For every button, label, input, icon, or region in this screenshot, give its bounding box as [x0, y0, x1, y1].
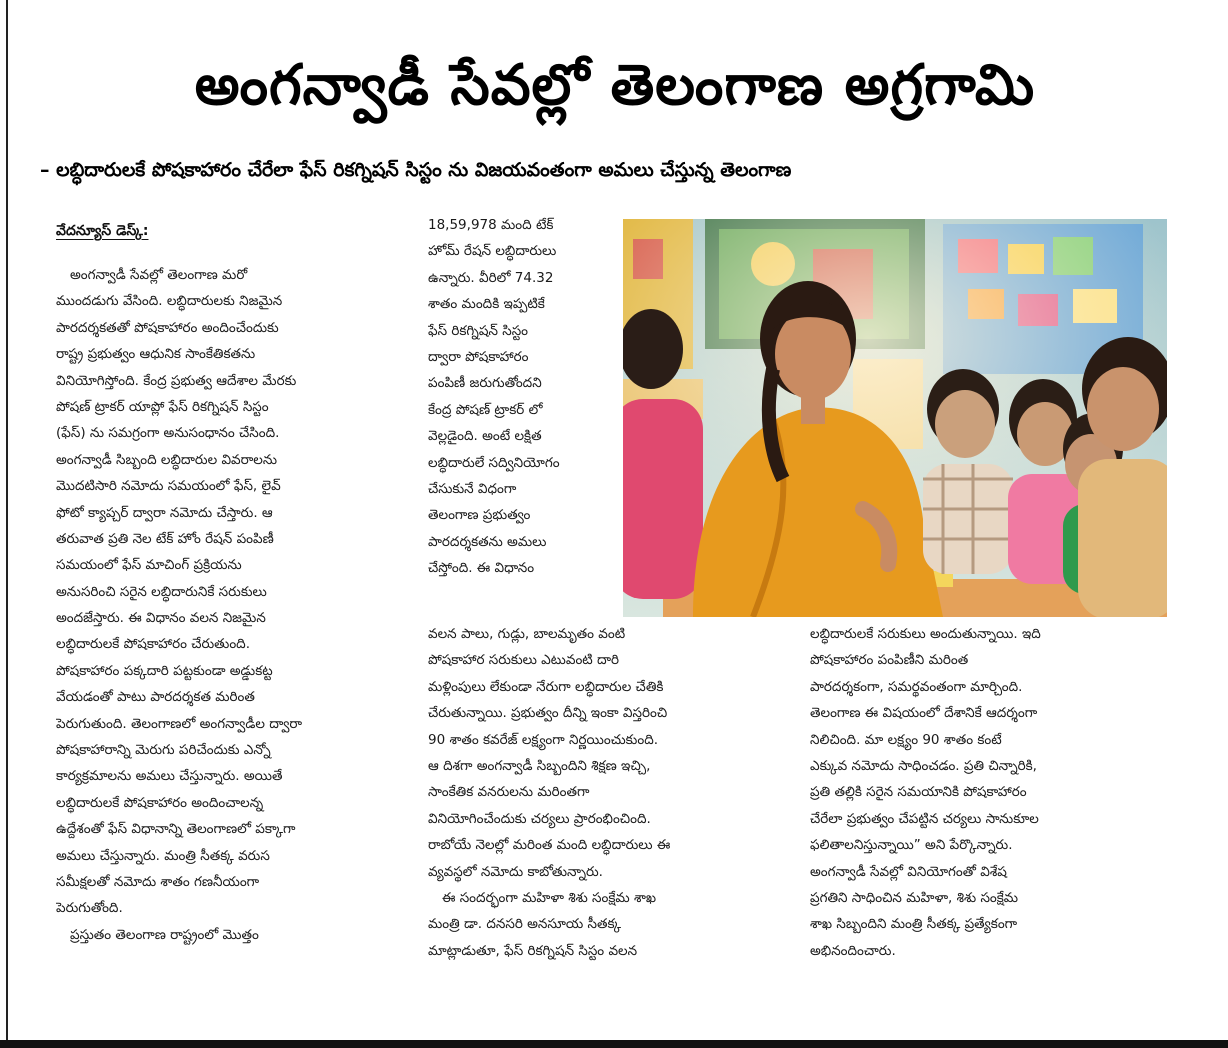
body-line: అనుసరించి సరైన లబ్ధిదారునికే సరుకులు	[56, 583, 267, 600]
body-line: ప్రతి తల్లికి సరైన సమయానికి పోషకాహారం	[810, 784, 1027, 801]
page-left-border	[6, 0, 8, 1048]
body-line: మొదటిసారి నమోదు సమయంలో ఫేస్, లైవ్	[56, 478, 281, 495]
body-line: ముందడుగు వేసింది. లబ్ధిదారులకు నిజమైన	[56, 293, 283, 310]
body-line: చేరుతున్నాయి. ప్రభుత్వం దీన్ని ఇంకా విస్తరించి	[428, 705, 668, 722]
body-line: అంగన్వాడీ సేవల్లో వినియోగంతో విశేష	[810, 863, 1007, 880]
body-line: మంత్రి డా. దనసరి అనసూయ సీతక్క	[428, 916, 622, 933]
body-line: వేయడంతో పాటు పారదర్శకత మరింత	[56, 689, 255, 706]
body-line: రాష్ట్ర ప్రభుత్వం ఆధునిక సాంకేతికతను	[56, 346, 256, 363]
article-column-2	[428, 212, 618, 581]
body-line: ఉన్నారు. వీరిలో 74.32	[428, 269, 554, 286]
body-line: వెల్లడైంది. అంటే లక్షిత	[428, 428, 542, 445]
body-line: పారదర్శకంగా, సమర్థవంతంగా మార్చింది.	[810, 678, 1023, 695]
body-line: తెలంగాణ ఈ విషయంలో దేశానికే ఆదర్శంగా	[810, 705, 1038, 722]
article-column-3	[810, 621, 1180, 964]
body-line: అంగన్వాడీ సేవల్లో తెలంగాణ మరో	[70, 267, 248, 283]
body-line: తరువాత ప్రతి నెల టేక్ హోం రేషన్ పంపిణీ	[56, 530, 274, 547]
body-line: ప్రగతిని సాధించిన మహిళా, శిశు సంక్షేమ	[810, 889, 1019, 906]
body-line: ఎక్కువ నమోదు సాధించడం. ప్రతి చిన్నారికి,	[810, 757, 1037, 774]
body-line: సమయంలో ఫేస్ మాచింగ్ ప్రక్రియను	[56, 557, 242, 574]
body-line: శాఖ సిబ్బందిని మంత్రి సీతక్క ప్రత్యేకంగా	[810, 916, 1018, 933]
byline: వేదన్యూస్ డెస్క్:	[56, 223, 149, 239]
headline: అంగన్వాడీ సేవల్లో తెలంగాణ అగ్రగామి	[194, 53, 1036, 118]
body-line: పంపిణీ జరుగుతోందని	[428, 375, 542, 392]
body-line: పోషకాహారం పక్కదారి పట్టకుండా అడ్డుకట్ట	[56, 662, 273, 679]
body-line: అభినందించారు.	[810, 942, 896, 959]
body-line: లబ్ధిదారులకే పోషకాహారం చేరుతుంది.	[56, 636, 250, 653]
body-line: లబ్ధిదారులే సద్వినియోగం	[428, 454, 560, 471]
body-line: మాట్లాడుతూ, ఫేస్ రికగ్నిషన్ సిస్టం వలన	[428, 942, 638, 959]
body-line: అమలు చేస్తున్నారు. మంత్రి సీతక్క వరుస	[56, 847, 270, 864]
body-line: ఫోటో క్యాప్చర్ ద్వారా నమోదు చేస్తారు. ఆ	[56, 504, 273, 521]
article-photo	[623, 219, 1167, 617]
body-line: పారదర్శకతతో పోషకాహారం అందించేందుకు	[56, 319, 279, 336]
body-line: ద్వారా పోషకాహారం	[428, 348, 529, 365]
body-line: లబ్ధిదారులకే పోషకాహారం అందించాలన్న	[56, 794, 264, 811]
body-line: కార్యక్రమాలను అమలు చేస్తున్నారు. అయితే	[56, 768, 283, 785]
body-line: ఈ సందర్భంగా మహిళా శిశు సంక్షేమ శాఖ	[442, 889, 657, 906]
body-line: అంగన్వాడీ సిబ్బంది లబ్ధిదారుల వివరాలను	[56, 451, 278, 468]
body-line: పారదర్శకతను అమలు	[428, 533, 547, 550]
body-line: వినియోగిస్తోంది. కేంద్ర ప్రభుత్వ ఆదేశాల మేరకు	[56, 372, 297, 389]
body-line: మళ్లింపులు లేకుండా నేరుగా లబ్ధిదారుల చేతికి	[428, 678, 664, 695]
body-line: వలన పాలు, గుడ్లు, బాలమృతం వంటి	[428, 626, 626, 642]
body-line: ఫేస్ రికగ్నిషన్ సిస్టం	[428, 322, 529, 339]
body-line: లబ్ధిదారులకే సరుకులు అందుతున్నాయి. ఇది	[810, 626, 1041, 642]
body-line: ఫలితాలనిస్తున్నాయి” అని పేర్కొన్నారు.	[810, 837, 1013, 854]
body-line: ప్రస్తుతం తెలంగాణ రాష్ట్రంలో మొత్తం	[70, 926, 259, 943]
body-line: హోమ్ రేషన్ లబ్ధిదారులు	[428, 243, 557, 260]
body-line: వ్యవస్థలో నమోదు కాబోతున్నారు.	[428, 863, 603, 880]
body-line: సమీక్షలతో నమోదు శాతం గణనీయంగా	[56, 873, 260, 890]
body-line: రాబోయే నెలల్లో మరింత మంది లబ్ధిదారులు ఈ	[428, 837, 671, 854]
body-line: ఉద్దేశంతో ఫేస్ విధానాన్ని తెలంగాణలో పక్కాగా	[56, 821, 296, 838]
body-line: అందజేస్తారు. ఈ విధానం వలన నిజమైన	[56, 610, 266, 627]
body-line: పెరుగుతోంది.	[56, 900, 123, 917]
body-line: పోషకాహారాన్ని మెరుగు పరిచేందుకు ఎన్నో	[56, 742, 271, 759]
subheadline: – లబ్ధిదారులకే పోషకాహారం చేరేలా ఫేస్ రికగ్నిషన్ సిస్టం ను విజయవంతంగా అమలు చేస్తున్న తెలంగాణ	[40, 159, 792, 181]
page-bottom-border	[0, 1040, 1228, 1048]
body-line: (ఫేస్) ను సమగ్రంగా అనుసంధానం చేసింది.	[56, 425, 280, 442]
body-line: చేరేలా ప్రభుత్వం చేపట్టిన చర్యలు సానుకూల	[810, 810, 1039, 827]
body-line: పెరుగుతుంది. తెలంగాణలో అంగన్వాడీల ద్వారా	[56, 715, 303, 732]
body-line: 90 శాతం కవరేజ్ లక్ష్యంగా నిర్ణయించుకుంది.	[428, 731, 659, 748]
article-column-1	[56, 262, 408, 948]
body-line: నిలిచింది. మా లక్ష్యం 90 శాతం కంటే	[810, 731, 1002, 748]
body-line: శాతం మందికి ఇప్పటికే	[428, 296, 545, 313]
body-line: 18,59,978 మంది టేక్	[428, 217, 554, 233]
body-line: పోషణ్ ట్రాకర్ యాప్లో ఫేస్ రికగ్నిషన్ సిస్టం	[56, 398, 269, 415]
body-line: చేసుకునే విధంగా	[428, 480, 517, 497]
body-line: కేంద్ర పోషణ్ ట్రాకర్ లో	[428, 401, 543, 418]
body-line: ఆ దిశగా అంగన్వాడీ సిబ్బందిని శిక్షణ ఇచ్చి,	[428, 757, 651, 774]
body-line: వినియోగించేందుకు చర్యలు ప్రారంభించింది.	[428, 810, 651, 827]
body-line: పోషకాహార సరుకులు ఎటువంటి దారి	[428, 652, 620, 669]
body-line: పోషకాహారం పంపిణీని మరింత	[810, 652, 969, 669]
body-line: చేస్తోంది. ఈ విధానం	[428, 560, 535, 577]
body-line: తెలంగాణ ప్రభుత్వం	[428, 507, 531, 524]
article-column-2-continued	[428, 621, 780, 964]
body-line: సాంకేతిక వనరులను మరింతగా	[428, 784, 590, 801]
